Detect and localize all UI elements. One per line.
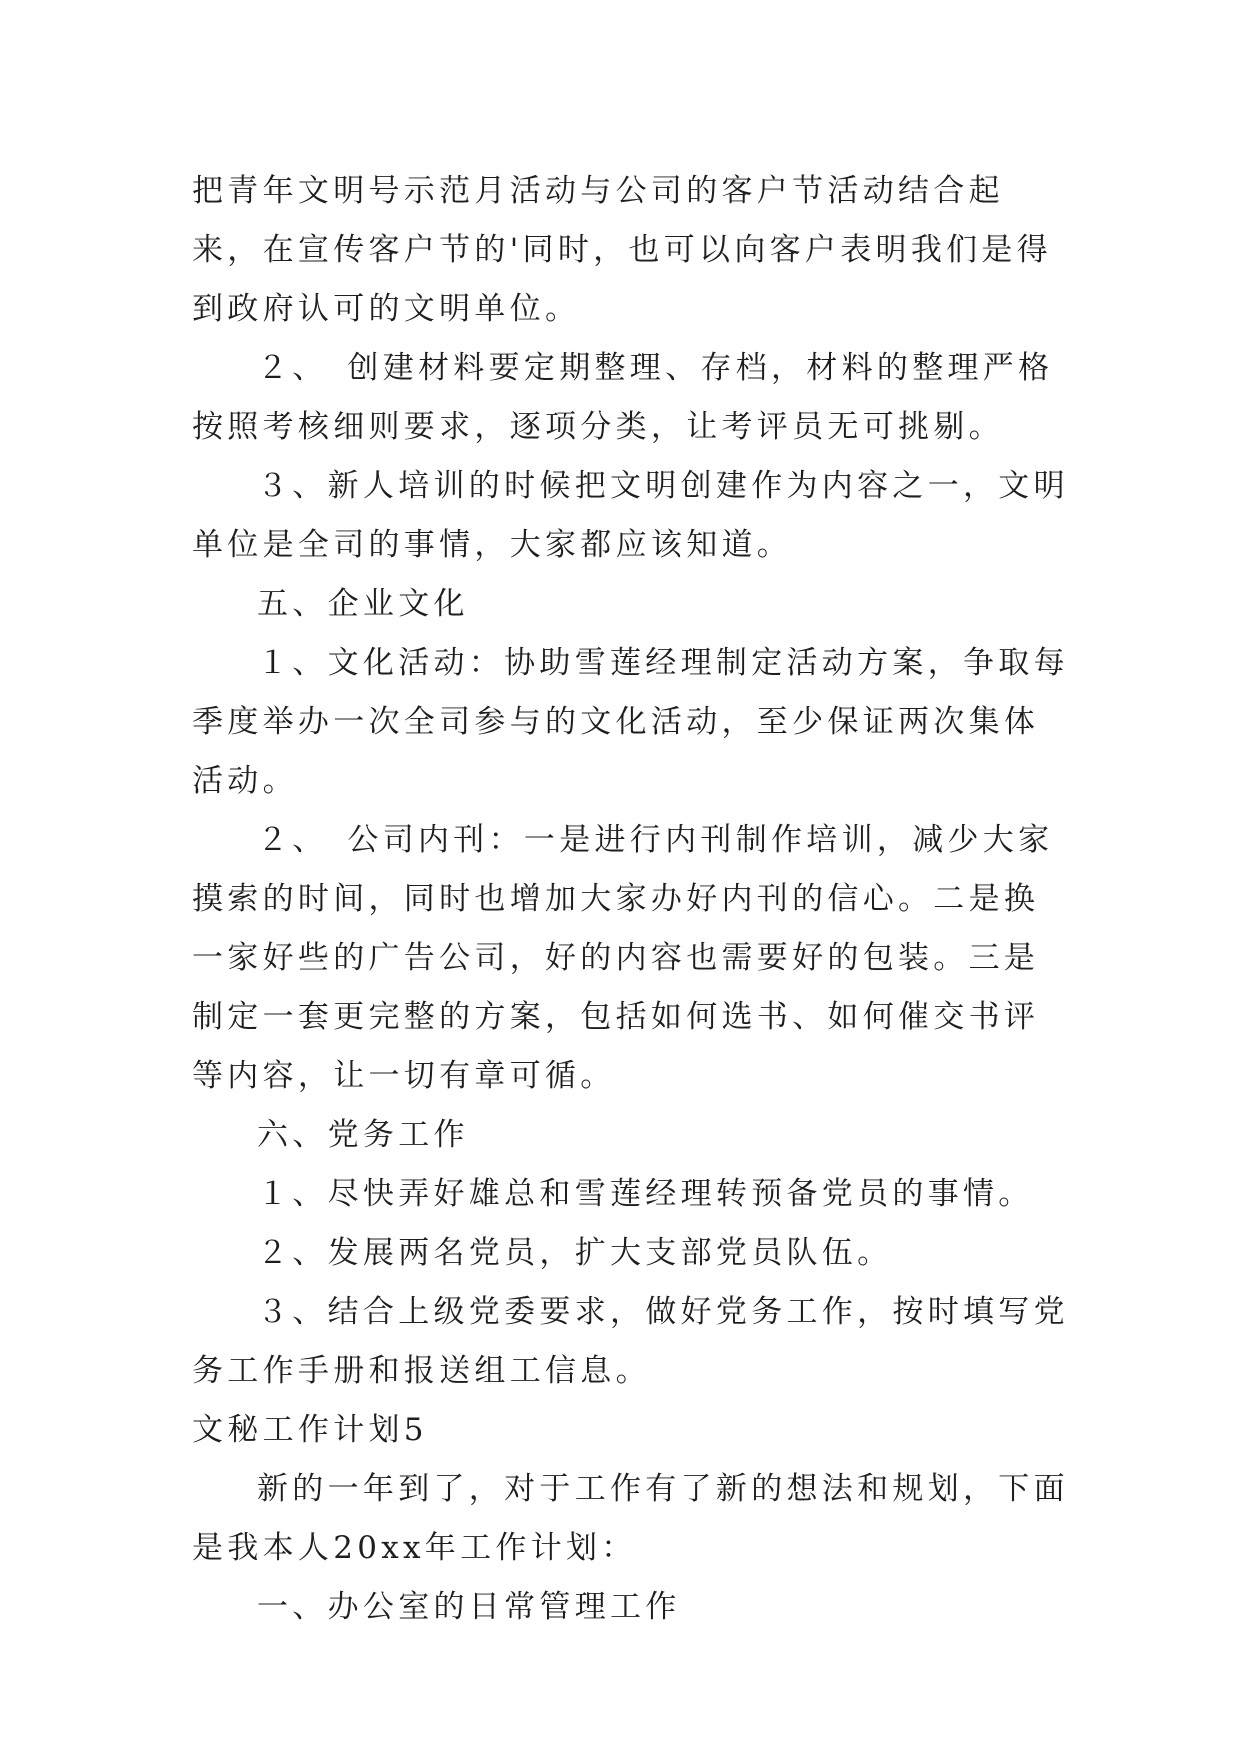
- paragraph-8: １、尽快弄好雄总和雪莲经理转预备党员的事情。: [257, 1176, 1034, 1212]
- paragraph-6: ２、 公司内刊：一是进行内刊制作培训，减少大家摸索的时间，同时也增加大家办好内刊的信心。二是换一家好些的广告公司，好的内容也需要好的包装。三是制定一套更完整的方案，包括如何选书、如何催交书评等内容，让一切有章可循。: [192, 822, 1054, 1094]
- paragraph-2: ２、 创建材料要定期整理、存档，材料的整理严格按照考核细则要求，逐项分类，让考评员无可挑剔。: [192, 350, 1054, 445]
- document-body: [192, 162, 1072, 1637]
- section-heading-party-work: 六、党务工作: [257, 1117, 469, 1153]
- paragraph-5: １、文化活动：协助雪莲经理制定活动方案，争取每季度举办一次全司参与的文化活动，至少保证两次集体活动。: [192, 645, 1069, 799]
- paragraph-3: ３、新人培训的时候把文明创建作为内容之一，文明单位是全司的事情，大家都应该知道。: [192, 468, 1069, 563]
- paragraph-1: 把青年文明号示范月活动与公司的客户节活动结合起来，在宣传客户节的'同时，也可以向客户表明我们是得到政府认可的文明单位。: [192, 173, 1053, 327]
- paragraph-10: ３、结合上级党委要求，做好党务工作，按时填写党务工作手册和报送组工信息。: [192, 1294, 1069, 1389]
- paragraph-9: ２、发展两名党员，扩大支部党员队伍。: [257, 1235, 893, 1271]
- paragraph-12: 新的一年到了，对于工作有了新的想法和规划，下面是我本人20xx年工作计划：: [192, 1471, 1069, 1566]
- document-title-plan-5: 文秘工作计划5: [192, 1412, 428, 1448]
- section-heading-enterprise-culture: 五、企业文化: [257, 586, 469, 622]
- section-heading-office-management: 一、办公室的日常管理工作: [257, 1589, 681, 1625]
